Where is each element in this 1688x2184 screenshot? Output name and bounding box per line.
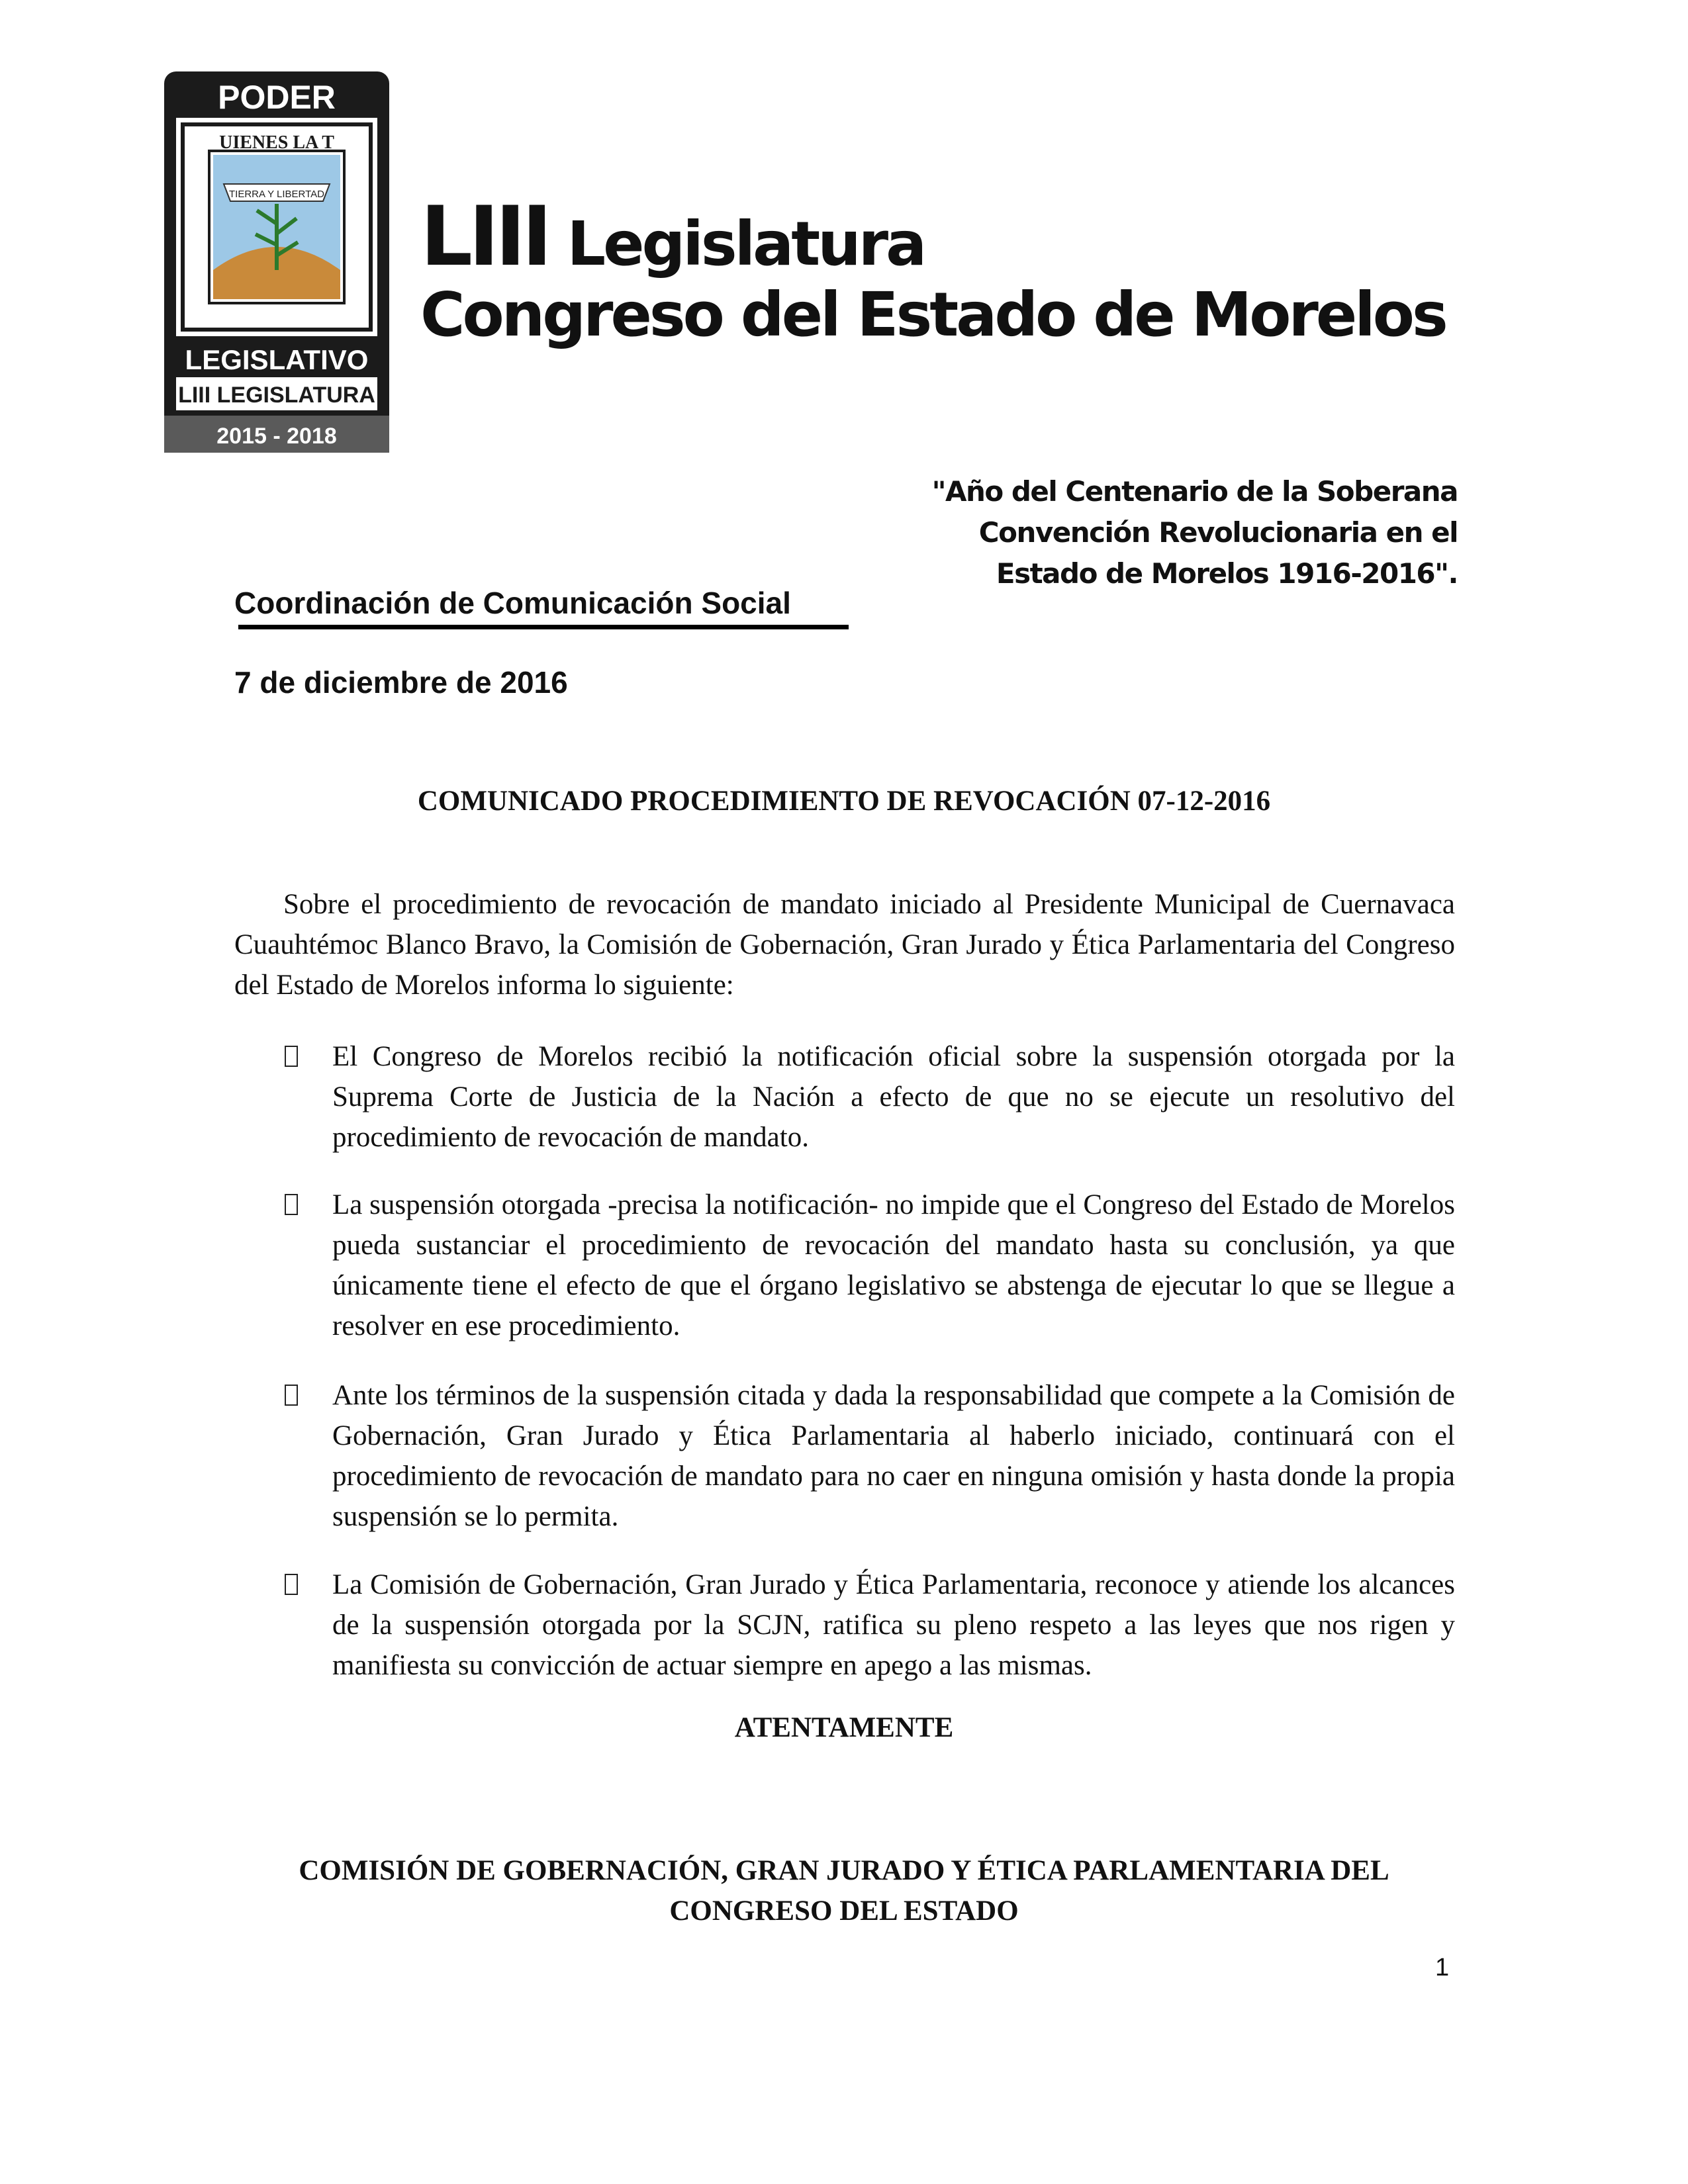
closing-salutation: ATENTAMENTE [734,1712,954,1743]
page-number: 1 [1435,1954,1450,1981]
motto-line: Convención Revolucionaria en el [978,516,1458,549]
congress-seal-logo [164,71,389,453]
bullet-item: El Congreso de Morelos recibió la notificación oficial sobre la suspensión otorgada por la Suprema Corte de Justicia de la Nación a efecto de que no se ejecute un resolutivo del procedimiento de revocación de mandato. [332,1041,1455,1153]
motto-line: "Año del Centenario de la Soberana [931,475,1458,508]
svg-text:2015 - 2018: 2015 - 2018 [216,424,337,449]
svg-text:LEGISLATIVO: LEGISLATIVO [185,344,369,375]
bullet-item: Ante los términos de la suspensión citada y dada la responsabilidad que compete a la Comisión de Gobernación, Gran Jurado y Ética Parlamentaria al haberlo iniciado, continuará con el procedimiento de revocación de mandato para no caer en ninguna omisión y hasta donde la propia suspensión se lo permita. [332,1380,1455,1532]
release-date: 7 de diciembre de 2016 [234,665,568,700]
legislature-numeral: LIII [420,189,549,285]
motto-line: Estado de Morelos 1916-2016". [996,557,1458,590]
svg-text:PODER: PODER [218,79,336,116]
signature-block [0,1850,1688,1931]
svg-text:TIERRA Y LIBERTAD: TIERRA Y LIBERTAD [229,189,324,200]
signature-line: COMISIÓN DE GOBERNACIÓN, GRAN JURADO Y ÉTICA PARLAMENTARIA DEL [299,1855,1389,1886]
year-motto [862,471,1458,594]
svg-text:UIENES LA T: UIENES LA T [219,132,334,153]
svg-text:LIII LEGISLATURA: LIII LEGISLATURA [178,383,375,408]
congress-subtitle: Congreso del Estado de Morelos [420,279,1446,350]
signature-line: CONGRESO DEL ESTADO [669,1895,1019,1927]
legislature-word: Legislatura [548,208,925,279]
office-name: Coordinación de Comunicación Social [234,586,791,620]
intro-paragraph: Sobre el procedimiento de revocación de mandato iniciado al Presidente Municipal de Cuernavaca Cuauhtémoc Blanco Bravo, la Comisión de Gobernación, Gran Jurado y Ética Parlamentaria del Congreso del Estado de Morelos informa lo siguiente: [234,889,1455,1001]
bullet-item: La Comisión de Gobernación, Gran Jurado y Ética Parlamentaria, reconoce y atiende los alcances de la suspensión otorgada por la SCJN, ratifica su pleno respeto a las leyes que nos rigen y manifiesta su convicción de actuar siempre en apego a las mismas. [332,1569,1455,1681]
legislature-title [420,189,925,285]
office-underline [238,625,849,629]
bullet-item: La suspensión otorgada -precisa la notificación- no impide que el Congreso del Estado de Morelos pueda sustanciar el procedimiento de revocación del mandato hasta su conclusión, ya que únicamente tiene el efecto de que el órgano legislativo se abstenga de ejecutar lo que se llegue a resolver en ese procedimiento. [332,1189,1455,1342]
communique-heading: COMUNICADO PROCEDIMIENTO DE REVOCACIÓN 07-12-2016 [417,786,1271,817]
